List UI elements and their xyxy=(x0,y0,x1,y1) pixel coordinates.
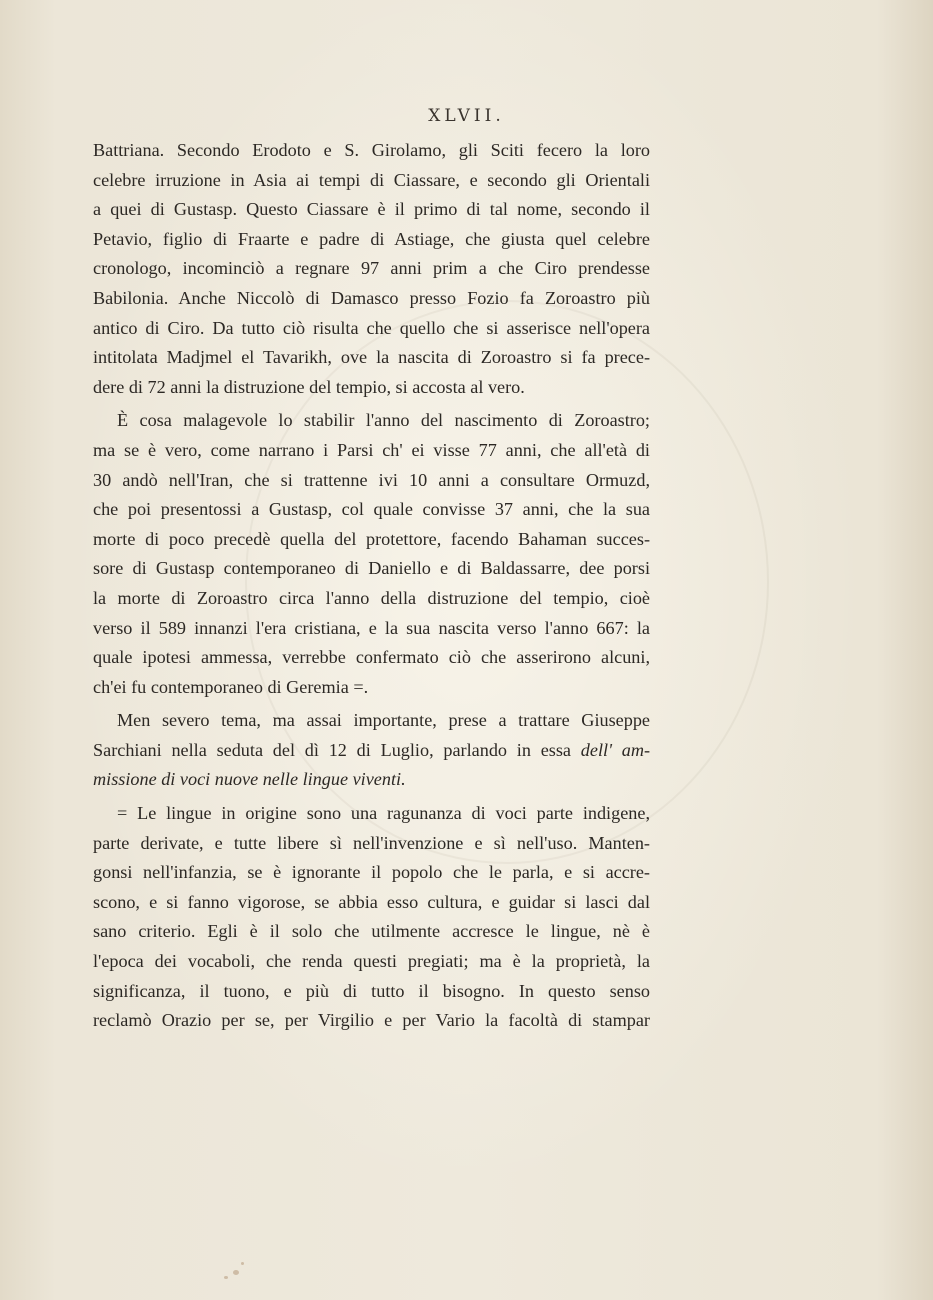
body-text xyxy=(93,136,650,1040)
text-line: 30 andò nell'Iran, che si trattenne ivi 10 anni a consultare Ormuzd, xyxy=(93,469,650,490)
text-line: ch'ei fu contemporaneo di Geremia =. xyxy=(93,676,369,697)
text-line-start: Sarchiani nella seduta del dì 12 di Luglio, parlando in essa xyxy=(93,739,572,760)
text-line: gonsi nell'infanzia, se è ignorante il popolo che le parla, e si accre- xyxy=(93,862,650,883)
text-line: Men severo tema, ma assai importante, prese a trattare Giuseppe xyxy=(117,710,650,731)
text-line: Babilonia. Anche Niccolò di Damasco presso Fozio fa Zoroastro più xyxy=(93,287,650,308)
text-line: quale ipotesi ammessa, verrebbe confermato ciò che asserirono alcuni, xyxy=(93,647,650,668)
foxing-spot xyxy=(233,1270,239,1275)
text-line: che poi presentossi a Gustasp, col quale convisse 37 anni, che la sua xyxy=(93,499,650,520)
paragraph-1 xyxy=(93,136,650,402)
text-line: intitolata Madjmel el Tavarikh, ove la nascita di Zoroastro si fa prece- xyxy=(93,347,650,368)
text-line: morte di poco precedè quella del protettore, facendo Bahaman succes- xyxy=(93,528,650,549)
paragraph-3 xyxy=(93,706,650,795)
text-line: parte derivate, e tutte libere sì nell'invenzione e sì nell'uso. Manten- xyxy=(93,832,650,853)
text-line: = Le lingue in origine sono una ragunanza di voci parte indigene, xyxy=(117,803,650,824)
text-line: Battriana. Secondo Erodoto e S. Girolamo, gli Sciti fecero la loro xyxy=(93,140,650,160)
text-line: antico di Ciro. Da tutto ciò risulta che quello che si asserisce nell'opera xyxy=(93,317,650,338)
foxing-spot xyxy=(241,1262,244,1265)
text-line-with-italic xyxy=(93,736,650,766)
text-line: significanza, il tuono, e più di tutto il bisogno. In questo senso xyxy=(93,980,650,1001)
text-line: cronologo, incominciò a regnare 97 anni prim a che Ciro prendesse xyxy=(93,258,650,279)
italic-title-start: dell' am- xyxy=(580,739,651,760)
text-line: Petavio, figlio di Fraarte e padre di Astiage, che giusta quel celebre xyxy=(93,228,650,249)
text-line: la morte di Zoroastro circa l'anno della distruzione del tempio, cioè xyxy=(93,587,650,608)
text-line: sore di Gustasp contemporaneo di Daniello e di Baldassarre, dee porsi xyxy=(93,558,650,579)
running-head-page-number: XLVII. xyxy=(428,106,505,126)
text-line: verso il 589 innanzi l'era cristiana, e la sua nascita verso l'anno 667: la xyxy=(93,617,650,638)
foxing-spot xyxy=(224,1276,228,1279)
paragraph-2 xyxy=(93,406,650,702)
text-line xyxy=(93,765,650,795)
text-line: reclamò Orazio per se, per Virgilio e per Vario la facoltà di stampar xyxy=(93,1010,650,1031)
text-line: scono, e si fanno vigorose, se abbia esso cultura, e guidar si lasci dal xyxy=(93,891,650,912)
text-line: È cosa malagevole lo stabilir l'anno del nascimento di Zoroastro; xyxy=(117,410,650,431)
text-line: sano criterio. Egli è il solo che utilmente accresce le lingue, nè è xyxy=(93,921,650,942)
text-line: a quei di Gustasp. Questo Ciassare è il primo di tal nome, secondo il xyxy=(93,199,650,220)
paragraph-4 xyxy=(93,799,650,1036)
text-line: celebre irruzione in Asia ai tempi di Ciassare, e secondo gli Orientali xyxy=(93,169,650,190)
text-line: dere di 72 anni la distruzione del tempio, si accosta al vero. xyxy=(93,376,525,397)
italic-title-end: missione di voci nuove nelle lingue viventi. xyxy=(93,769,406,790)
text-line: l'epoca dei vocaboli, che renda questi pregiati; ma è la proprietà, la xyxy=(93,951,650,972)
text-line: ma se è vero, come narrano i Parsi ch' ei visse 77 anni, che all'età di xyxy=(93,439,650,460)
